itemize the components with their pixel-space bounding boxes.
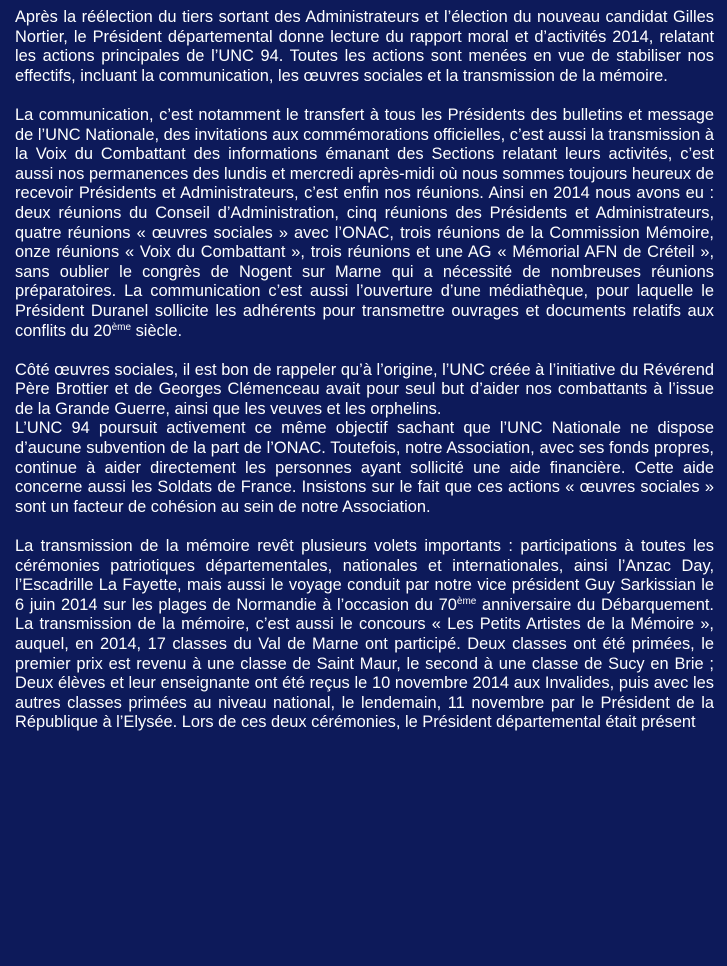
superscript-ordinal: ème xyxy=(456,595,477,607)
paragraph-text: siècle. xyxy=(131,321,183,340)
paragraph-oeuvres-sociales xyxy=(15,361,714,420)
superscript-ordinal: ème xyxy=(111,321,132,333)
paragraph-text: La communication, c’est notamment le transfert à tous les Présidents des bulletins et message de l’UNC Nationale, des invitations aux commémorations officielles, c’est aussi la transmission à la Voix du Combattant des informations émanant des Sections relatant leurs activités, c’est aussi nos permanences des lundis et mercredi après-midi où nous sommes toujours heureux de recevoir Présidents et Administrateurs, c’est enfin nos réunions. Ainsi en 2014 nous avons eu : deux réunions du Conseil d’Administration, cinq réunions des Présidents et Administrateurs, quatre réunions « œuvres sociales » avec l’ONAC, trois réunions de la Commission Mémoire, onze réunions « Voix du Combattant », trois réunions et une AG « Mémorial AFN de Créteil », sans oublier le congrès de Nogent sur Marne qui a nécessité de nombreuses réunions préparatoires. La communication c’est aussi l’ouverture d’une médiathèque, pour laquelle le Président Duranel sollicite les adhérents pour transmettre ouvrages et documents relatifs aux conflits du 20 xyxy=(15,105,714,340)
paragraph-text: Côté œuvres sociales, il est bon de rappeler qu’à l’origine, l’UNC créée à l’initiative du Révérend Père Brottier et de Georges Clémenceau avait pour seul but d’aider nos combattants à l’issue de la Grande Guerre, ainsi que les veuves et les orphelins. xyxy=(15,360,714,418)
paragraph-text: anniversaire du Débarquement. La transmission de la mémoire, c’est aussi le concours « Les Petits Artistes de la Mémoire », auquel, en 2014, 17 classes du Val de Marne ont participé. Deux classes ont été primées, le premier prix est revenu à une classe de Saint Maur, le second à une classe de Sucy en Brie ; Deux élèves et leur enseignante ont été reçus le 10 novembre 2014 aux Invalides, puis avec les autres classes primées au niveau national, le lendemain, 11 novembre par le Président de la République à l’Elysée. Lors de ces deux cérémonies, le Président départemental était présent xyxy=(15,595,714,732)
paragraph-text: L’UNC 94 poursuit activement ce même objectif sachant que l’UNC Nationale ne dispose d’aucune subvention de la part de l’ONAC. Toutefois, notre Association, avec ses fonds propres, continue à aider directement les personnes ayant sollicité une aide financière. Cette aide concerne aussi les Soldats de France. Insistons sur le fait que ces actions « œuvres sociales » sont un facteur de cohésion au sein de notre Association. xyxy=(15,419,714,516)
paragraph-rapport-moral xyxy=(15,8,714,86)
paragraph-text: La transmission de la mémoire revêt plusieurs volets importants : participations à toutes les cérémonies patriotiques départementales, nationales et internationales, ainsi l’Anzac Day, l’Escadrille La Fayette, mais aussi le voyage conduit par notre vice président Guy Sarkissian le 6 juin 2014 sur les plages de Normandie à l’occasion du 70 xyxy=(15,537,714,614)
paragraph-transmission-memoire xyxy=(15,537,714,733)
paragraph-text: Après la réélection du tiers sortant des Administrateurs et l’élection du nouveau candidat Gilles Nortier, le Président départemental donne lecture du rapport moral et d’activités 2014, relatant les actions principales de l’UNC 94. Toutes les actions sont menées en vue de stabiliser nos effectifs, incluant la communication, les œuvres sociales et la transmission de la mémoire. xyxy=(15,8,714,85)
paragraph-unc94-objectif xyxy=(15,419,714,517)
paragraph-communication xyxy=(15,106,714,341)
